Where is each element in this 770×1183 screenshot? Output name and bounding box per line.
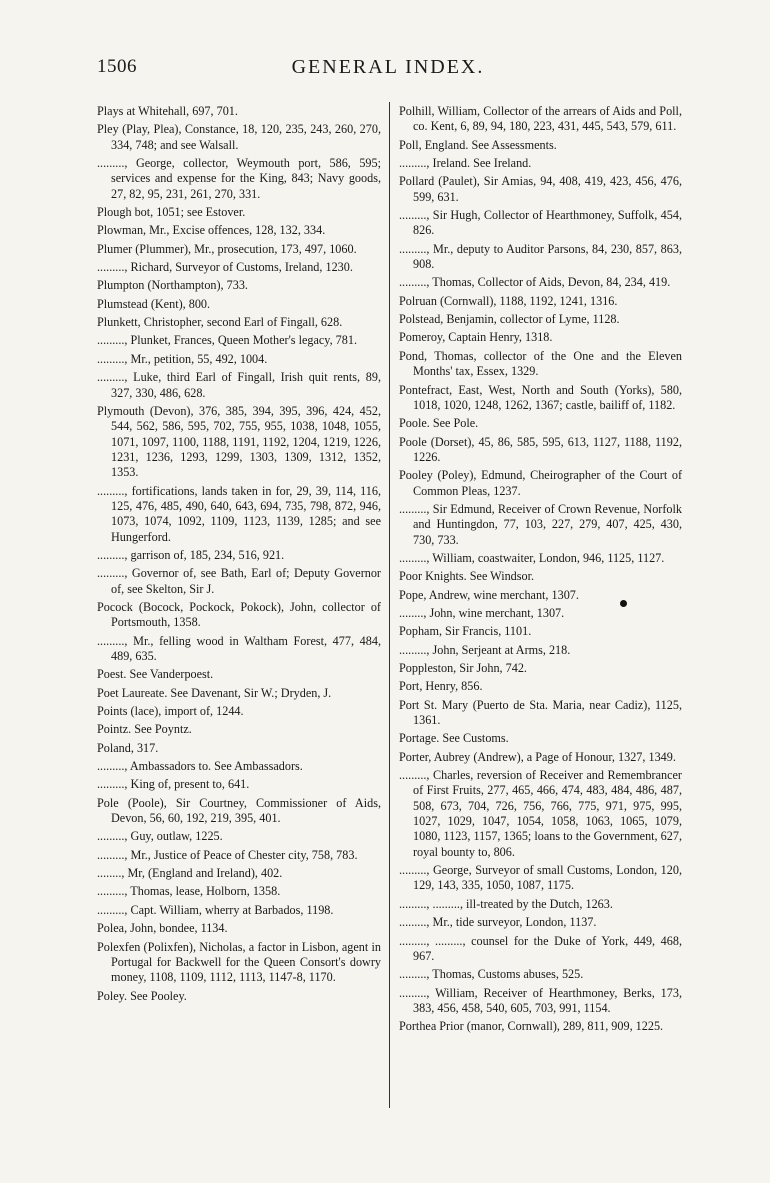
index-entry: Polexfen (Polixfen), Nicholas, a factor in Lisbon, agent in Portugal for Backwell for the Queen Consort's dowry money, 1108, 1109, 1112, 1113, 1147-8, 1170. — [97, 939, 381, 985]
index-entry: ........., Mr., Justice of Peace of Chester city, 758, 783. — [97, 847, 358, 862]
index-entry: Poor Knights. See Windsor. — [399, 569, 535, 584]
index-entry: Pooley (Poley), Edmund, Cheirographer of the Court of Common Pleas, 1237. — [399, 468, 682, 498]
index-entry: Port, Henry, 856. — [399, 679, 483, 694]
index-entry: Porter, Aubrey (Andrew), a Page of Honour, 1327, 1349. — [399, 749, 676, 764]
page-title: GENERAL INDEX. — [291, 56, 485, 78]
index-entry: ........., garrison of, 185, 234, 516, 921. — [97, 547, 285, 562]
index-entry: Points (lace), import of, 1244. — [97, 704, 244, 719]
index-entry: ........., William, coastwaiter, London, 946, 1125, 1127. — [399, 550, 665, 565]
index-entry: ........., Thomas, Customs abuses, 525. — [399, 967, 584, 982]
index-entry: Polstead, Benjamin, collector of Lyme, 1128. — [399, 312, 620, 327]
index-entry: Port St. Mary (Puerto de Sta. Maria, near Cadiz), 1125, 1361. — [399, 697, 682, 728]
ink-dot — [620, 600, 627, 607]
index-entry: Polhill, William, Collector of the arrears of Aids and Poll, co. Kent, 6, 89, 94, 180, 223, 431, 445, 543, 579, 611. — [399, 104, 682, 134]
index-entry: Pope, Andrew, wine merchant, 1307. — [399, 587, 579, 602]
index-entry: ........., Sir Hugh, Collector of Hearthmoney, Suffolk, 454, 826. — [399, 208, 682, 238]
index-entry: Popham, Sir Francis, 1101. — [399, 624, 532, 639]
page-header — [97, 56, 679, 82]
index-entry: ........, Mr, (England and Ireland), 402. — [97, 866, 283, 881]
index-entry: Pocock (Bocock, Pockock, Pokock), John, collector of Portsmouth, 1358. — [97, 599, 381, 630]
index-entry: ........., George, collector, Weymouth port, 586, 595; services and expense for the King, 843; Navy goods, 27, 82, 95, 231, 261, 270, 331. — [97, 156, 381, 201]
index-entry: Pley (Play, Plea), Constance, 18, 120, 235, 243, 260, 270, 334, 748; and see Walsall. — [97, 122, 381, 152]
index-entry: ........., William, Receiver of Hearthmoney, Berks, 173, 383, 456, 458, 540, 605, 703, 991, 1154. — [399, 985, 682, 1015]
index-entry: ........., Plunket, Frances, Queen Mother's legacy, 781. — [97, 333, 357, 348]
index-entry: Poole. See Pole. — [399, 416, 479, 431]
index-entry: ........., ........., counsel for the Duke of York, 449, 468, 967. — [399, 933, 682, 963]
index-entry: Plays at Whitehall, 697, 701. — [97, 104, 238, 118]
index-entry: Poll, England. See Assessments. — [399, 137, 557, 152]
index-entry: Poppleston, Sir John, 742. — [399, 661, 527, 675]
index-entry: ........., Mr., deputy to Auditor Parsons, 84, 230, 857, 863, 908. — [399, 241, 682, 272]
index-entry: ........, John, wine merchant, 1307. — [399, 605, 565, 620]
index-entry: Poet Laureate. See Davenant, Sir W.; Dryden, J. — [97, 685, 332, 700]
index-entry: Porthea Prior (manor, Cornwall), 289, 811, 909, 1225. — [399, 1019, 664, 1034]
index-entry: Poole (Dorset), 45, 86, 585, 595, 613, 1127, 1188, 1192, 1226. — [399, 434, 682, 464]
index-entry: ........., fortifications, lands taken in for, 29, 39, 114, 116, 125, 476, 485, 490, 640, 643, 694, 735, 798, 872, 946, 1073, 1074, 1092, 1109, 1123, 1139, 1285; and see Hungerford. — [97, 483, 381, 544]
index-entry: ........., Ambassadors to. See Ambassadors. — [97, 759, 303, 774]
index-entry: ........., ........., ill-treated by the Dutch, 1263. — [399, 896, 613, 911]
index-entry: Plough bot, 1051; see Estover. — [97, 205, 246, 220]
index-entry: ........., Thomas, lease, Holborn, 1358. — [97, 884, 281, 899]
index-entry: Polea, John, bondee, 1134. — [97, 921, 228, 936]
index-entry: ........., John, Serjeant at Arms, 218. — [399, 642, 571, 657]
index-entry: Pole (Poole), Sir Courtney, Commissioner of Aids, Devon, 56, 60, 192, 219, 395, 401. — [97, 795, 381, 826]
index-entry: Polruan (Cornwall), 1188, 1192, 1241, 1316. — [399, 293, 618, 308]
index-entry: ........., Charles, reversion of Receiver and Remembrancer of First Fruits, 277, 465, 466, 474, 483, 484, 486, 487, 508, 673, 704, 726, 756, 766, 775, 971, 975, 995, 1027, 1029, 1047, 1054, 1058, 1063, 1065, 1079, 1080, 1123, 1157, 1365; loans to the Government, 627, royal bounty to, 806. — [399, 768, 682, 859]
index-entry: Pontefract, East, West, North and South (Yorks), 580, 1018, 1020, 1248, 1262, 1367; castle, bailiff of, 1182. — [399, 382, 682, 412]
index-entry: ........., Mr., tide surveyor, London, 1137. — [399, 915, 597, 930]
index-entry: Poland, 317. — [97, 740, 159, 755]
index-entry: Pointz. See Poyntz. — [97, 722, 192, 737]
index-entry: ........., Richard, Surveyor of Customs, Ireland, 1230. — [97, 260, 353, 275]
index-column-left — [97, 104, 381, 1007]
page-number: 1506 — [97, 56, 137, 77]
index-entry: Plumpton (Northampton), 733. — [97, 278, 248, 293]
index-entry: Portage. See Customs. — [399, 731, 509, 746]
index-entry: Poley. See Pooley. — [97, 988, 187, 1003]
index-entry: Pond, Thomas, collector of the One and the Eleven Months' tax, Essex, 1329. — [399, 348, 682, 379]
index-entry: ........., Ireland. See Ireland. — [399, 156, 532, 171]
index-entry: Pollard (Paulet), Sir Amias, 94, 408, 419, 423, 456, 476, 599, 631. — [399, 174, 682, 204]
column-divider — [389, 102, 390, 1108]
index-entry: ........., King of, present to, 641. — [97, 777, 250, 792]
index-entry: ........., Guy, outlaw, 1225. — [97, 829, 223, 844]
index-entry: Plumer (Plummer), Mr., prosecution, 173, 497, 1060. — [97, 241, 357, 256]
index-column-right — [399, 104, 682, 1038]
index-entry: Plumstead (Kent), 800. — [97, 296, 211, 311]
index-entry: ........., Mr., felling wood in Waltham Forest, 477, 484, 489, 635. — [97, 633, 381, 663]
index-entry: ........., Luke, third Earl of Fingall, Irish quit rents, 89, 327, 330, 486, 628. — [97, 370, 381, 400]
index-entry: Plowman, Mr., Excise offences, 128, 132, 334. — [97, 223, 326, 238]
index-entry: Poest. See Vanderpoest. — [97, 667, 214, 682]
index-entry: ........., George, Surveyor of small Customs, London, 120, 129, 143, 335, 1050, 1087, 1175. — [399, 863, 682, 893]
index-entry: ........., Capt. William, wherry at Barbados, 1198. — [97, 902, 334, 917]
index-entry: ........., Mr., petition, 55, 492, 1004. — [97, 351, 268, 366]
index-entry: Plymouth (Devon), 376, 385, 394, 395, 396, 424, 452, 544, 562, 586, 595, 702, 755, 955, 1038, 1048, 1055, 1071, 1097, 1100, 1188, 1191, 1192, 1204, 1219, 1226, 1231, 1236, 1293, 1299, 1303, 1309, 1312, 1352, 1353. — [97, 403, 381, 480]
index-entry: Pomeroy, Captain Henry, 1318. — [399, 330, 553, 345]
index-entry: Plunkett, Christopher, second Earl of Fingall, 628. — [97, 315, 343, 330]
index-entry: ........., Sir Edmund, Receiver of Crown Revenue, Norfolk and Huntingdon, 77, 103, 227, 279, 407, 425, 430, 730, 733. — [399, 501, 682, 547]
index-entry: ........., Thomas, Collector of Aids, Devon, 84, 234, 419. — [399, 275, 671, 290]
index-entry: ........., Governor of, see Bath, Earl of; Deputy Governor of, see Skelton, Sir J. — [97, 566, 381, 596]
